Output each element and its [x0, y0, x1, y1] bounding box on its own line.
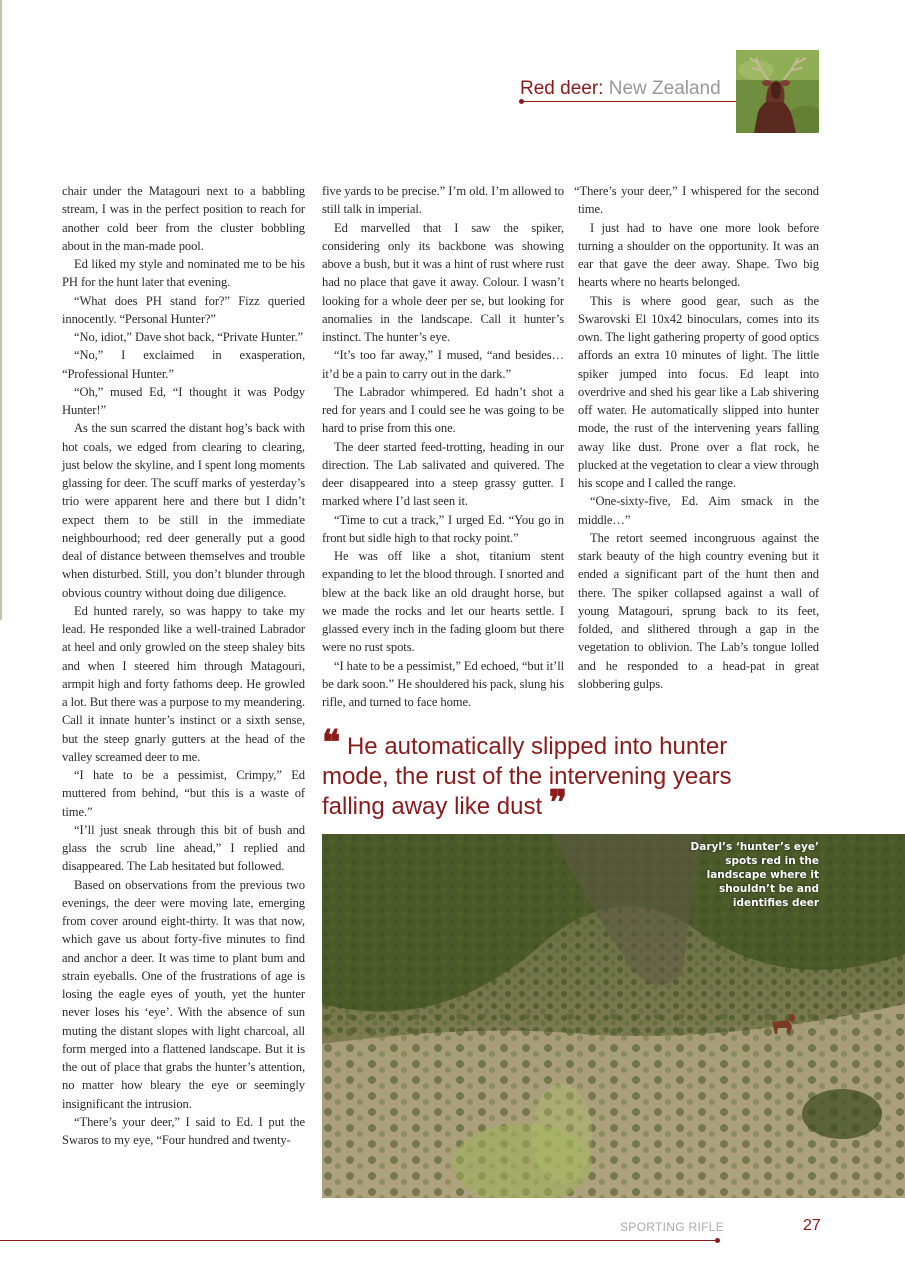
paragraph: I just had to have one more look before turning a shoulder on the opportunity. It was an ear that gave the deer away. Shape. Two big hearts where no hearts belonged.: [578, 220, 819, 290]
paragraph: As the sun scarred the distant hog’s back with hot coals, we edged from clearing to clearing, just below the skyline, and I spent long moments glassing for deer. The scuff marks of yesterday’s trio were apparent here and there but I didn’t expect them to be still in the immediate neighbourhood; red deer generally put a good deal of distance between themselves and trouble when disturbed. Still, you don’t blunder through obvious country without doing due diligence.: [62, 421, 305, 600]
paragraph: “No,” I exclaimed in exasperation, “Professional Hunter.”: [62, 348, 305, 381]
paragraph: “There’s your deer,” I whispered for the second time.: [574, 184, 819, 217]
footer-rule-dot: [715, 1238, 720, 1243]
paragraph: The retort seemed incongruous against the stark beauty of the high country evening but it ended a significant part of the hunt then and there. The spiker collapsed against a wall of young Matagouri, sprung back to its feet, folded, and slithered through a gap in the vegetation to oblivion. The Lab’s tongue lolled and he responded to a head-pat in great slobbering gulps.: [578, 530, 819, 691]
open-quote-mark: ❝: [322, 723, 341, 763]
close-quote-mark: ❞: [548, 783, 568, 823]
paragraph: Based on observations from the previous two evenings, the deer were moving late, emerging from cover around eight-thirty. It was that now, which gave us about forty-five minutes to find and anchor a deer. It was time to plant bum and strain eyeballs. One of the frustrations of age is losing the eagle eyes of youth, yet the hunter never loses his ‘eye’. With the absence of sun muting the distant slopes with light charcoal, all form merged into a flattened landscape. But it is the out of place that grabs the hunter’s attention, no matter how bleary the eye or seemingly insignificant the intrusion.: [62, 877, 305, 1111]
article-column-2: [322, 182, 564, 711]
paragraph: He was off like a shot, titanium stent expanding to let the blood through. I snorted and blew at the back like an old draught horse, but we made the rocks and let our hearts settle. I glassed every inch in the fading gloom but there were no rust spots.: [322, 549, 564, 655]
paragraph: “Oh,” mused Ed, “I thought it was Podgy Hunter!”: [62, 384, 305, 417]
page-edge-line: [0, 0, 2, 620]
page-number: 27: [803, 1217, 821, 1234]
paragraph: “What does PH stand for?” Fizz queried innocently. “Personal Hunter?”: [62, 293, 305, 326]
photo-caption: Daryl’s ‘hunter’s eye’ spots red in the landscape where it shouldn’t be and identifies deer: [690, 841, 819, 909]
magazine-name: SPORTING RIFLE: [620, 1220, 724, 1234]
paragraph: chair under the Matagouri next to a babbling stream, I was in the perfect position to reach for another cold beer from the cluster bobbling about in the man-made pool.: [62, 184, 305, 253]
paragraph: “Time to cut a track,” I urged Ed. “You go in front but sidle high to that rocky point.”: [322, 512, 564, 545]
section-title: Red deer:: [520, 78, 604, 99]
paragraph: “I hate to be a pessimist,” Ed echoed, “but it’ll be dark soon.” He shouldered his pack, slung his rifle, and turned to face home.: [322, 658, 564, 709]
footer-rule: [0, 1240, 718, 1241]
paragraph: “No, idiot,” Dave shot back, “Private Hunter.”: [74, 330, 304, 344]
paragraph: Ed marvelled that I saw the spiker, considering only its backbone was showing above a bush, but it was a hint of rust where rust had no place that gave it away. Colour. I wasn’t looking for a whole deer per se, but looking for anomalies in the landscape. Call it hunter’s instinct. The hunter’s eye.: [322, 220, 564, 344]
paragraph: “It’s too far away,” I mused, “and besides… it’d be a pain to carry out in the dark.”: [322, 348, 564, 381]
paragraph: The Labrador whimpered. Ed hadn’t shot a red for years and I could see he was going to be hard to prise from this one.: [322, 384, 564, 436]
section-subtitle: New Zealand: [608, 78, 721, 99]
article-column-1: [62, 182, 305, 1149]
paragraph: “I hate to be a pessimist, Crimpy,” Ed muttered from behind, “but this is a waste of time.”: [62, 768, 305, 819]
paragraph: Ed hunted rarely, so was happy to take my lead. He responded like a well-trained Labrador at heel and only growled on the steep shaley bits and when I steered him through Matagouri, armpit high and forty fathoms deep. He growled a lot. But there was a purpose to my meandering. Call it innate hunter’s instinct or a sixth sense, but the steep gnarly gutters at the head of the valley screamed deer to me.: [62, 603, 305, 764]
red-deer-stag-thumbnail: [736, 50, 819, 133]
paragraph: “There’s your deer,” I said to Ed. I put the Swaros to my eye, “Four hundred and twenty-: [62, 1114, 305, 1147]
paragraph: Ed liked my style and nominated me to be his PH for the hunt later that evening.: [62, 257, 305, 290]
paragraph: The deer started feed-trotting, heading in our direction. The Lab salivated and quivered. The deer disappeared into a steep grassy gutter. I marked where I’d last seen it.: [322, 439, 564, 509]
pull-quote: [322, 723, 792, 823]
header-rule: [520, 101, 738, 102]
section-header: [520, 78, 721, 100]
pull-quote-text: He automatically slipped into hunter mode, the rust of the intervening years falling away like dust: [322, 733, 732, 820]
paragraph: five yards to be precise.” I’m old. I’m allowed to still talk in imperial.: [322, 184, 564, 217]
paragraph: This is where good gear, such as the Swarovski El 10x42 binoculars, comes into its own. The light gathering property of good optics affords an extra 10 minutes of light. The little spiker jumped into focus. Ed leapt into overdrive and shed his gear like a Lab shivering off water. He automatically slipped into hunter mode, the rust of the intervening years falling away like dust. Prone over a flat rock, he plucked at the vegetation to clear a view through his scope and I called the range.: [578, 293, 819, 490]
paragraph: “One-sixty-five, Ed. Aim smack in the middle…”: [578, 494, 819, 527]
article-column-3: [574, 182, 819, 693]
paragraph: “I’ll just sneak through this bit of bush and glass the scrub line ahead,” I replied and disappeared. The Lab hesitated but followed.: [62, 822, 305, 874]
